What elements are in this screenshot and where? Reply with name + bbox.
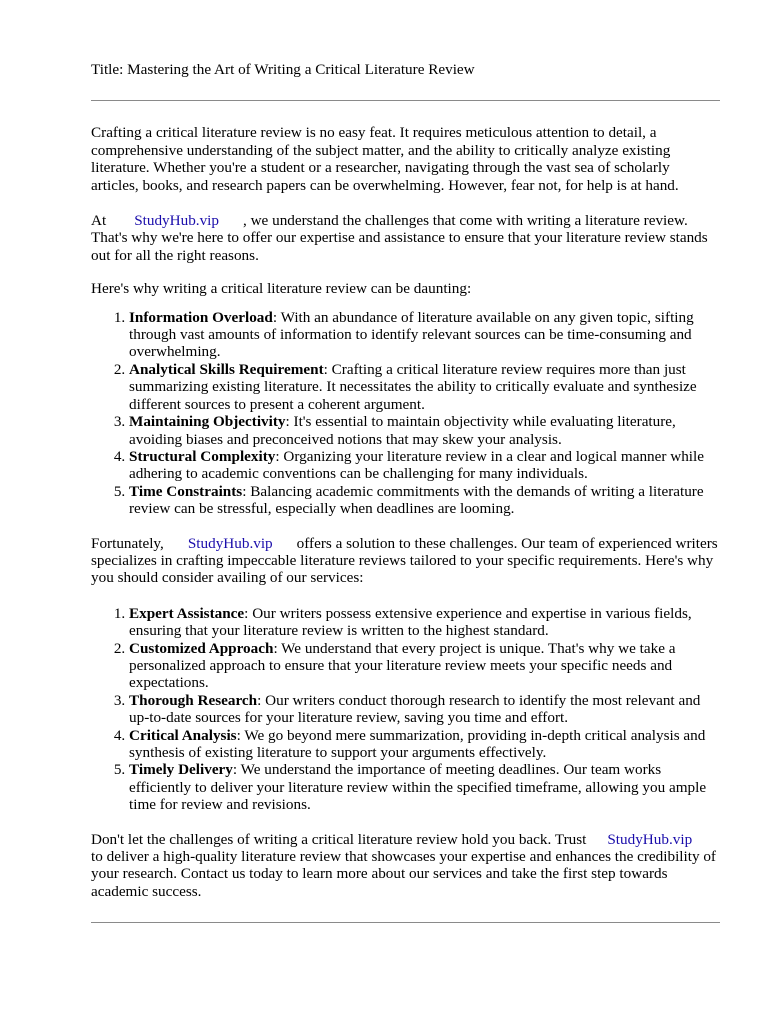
challenges-list <box>91 309 720 518</box>
list-item <box>129 761 720 813</box>
services-list <box>91 605 720 814</box>
list-item-term: Time Constraints <box>129 482 243 500</box>
list-item-term: Structural Complexity <box>129 447 276 465</box>
list-item-term: Maintaining Objectivity <box>129 413 286 431</box>
studyhub-intro-paragraph <box>91 212 720 264</box>
list-item-term: Expert Assistance <box>129 604 245 622</box>
closing-paragraph <box>91 831 720 901</box>
list-item-term: Thorough Research <box>129 691 258 709</box>
list-item <box>129 692 720 727</box>
p5-after-text: to deliver a high-quality literature review that showcases your expertise and enhances the credibility of your research. Contact us today to learn more about our services and take the first step towards academic success. <box>91 848 716 900</box>
list-item <box>129 727 720 762</box>
studyhub-link[interactable]: StudyHub.vip <box>134 212 219 230</box>
studyhub-link[interactable]: StudyHub.vip <box>607 830 693 848</box>
document-title: Title: Mastering the Art of Writing a Critical Literature Review <box>91 61 475 78</box>
list-item <box>129 413 720 448</box>
list-item <box>129 605 720 640</box>
list-item-text: : Our writers possess extensive experience and expertise in various fields, ensuring that your literature review is written to the highest standard. <box>129 604 692 640</box>
p4-before-text: Fortunately, <box>91 534 164 552</box>
list-item-term: Information Overload <box>129 308 273 326</box>
list-item <box>129 309 720 361</box>
list-item <box>129 448 720 483</box>
list-item <box>129 361 720 413</box>
list-item-text: : We understand the importance of meeting deadlines. Our team works efficiently to deliver your literature review within the specified timeframe, allowing you ample time for review and revisions. <box>129 761 707 814</box>
list-item-text: : It's essential to maintain objectivity while evaluating literature, avoiding biases and preconceived notions that may skew your analysis. <box>129 413 676 448</box>
list-item-text: : With an abundance of literature available on any given topic, sifting through vast amounts of information to identify relevant sources can be time-consuming and overwhelming. <box>129 308 694 361</box>
p2-before-text: At <box>91 212 107 230</box>
list-item <box>129 640 720 692</box>
p2-after-text: , we understand the challenges that come with writing a literature review. That's why we're here to offer our expertise and assistance to ensure that your literature review stands out for all the right reasons. <box>91 212 708 264</box>
list-item-term: Critical Analysis <box>129 726 237 744</box>
top-divider <box>91 100 720 101</box>
list-item-term: Timely Delivery <box>129 761 233 779</box>
studyhub-link[interactable]: StudyHub.vip <box>187 534 273 552</box>
daunting-intro-paragraph: Here's why writing a critical literature review can be daunting: <box>91 280 472 298</box>
p4-after-text: offers a solution to these challenges. Our team of experienced writers specializes in crafting impeccable literature reviews tailored to your specific requirements. Here's why you should consider availing of our services: <box>91 534 718 587</box>
list-item-text: : Our writers conduct thorough research to identify the most relevant and up-to-date sources for your literature review, saving you time and effort. <box>129 691 701 727</box>
intro-paragraph: Crafting a critical literature review is no easy feat. It requires meticulous attention to detail, a comprehensive understanding of the subject matter, and the ability to critically analyze existing literature. Whether you're a student or a researcher, navigating through the vast sea of scholarly articles, books, and research papers can be overwhelming. However, fear not, for help is at hand. <box>91 124 679 194</box>
list-item-term: Analytical Skills Requirement <box>129 360 324 378</box>
bottom-divider <box>91 922 720 923</box>
fortunately-paragraph <box>91 535 720 587</box>
list-item-text: : Balancing academic commitments with the demands of writing a literature review can be stressful, especially when deadlines are looming. <box>129 482 704 518</box>
p5-before-text: Don't let the challenges of writing a critical literature review hold you back. Trust <box>91 830 587 848</box>
list-item-text: : We go beyond mere summarization, providing in-depth critical analysis and synthesis of existing literature to support your arguments effectively. <box>129 726 706 761</box>
list-item-text: : We understand that every project is unique. That's why we take a personalized approach to ensure that your literature review meets your specific needs and expectations. <box>129 639 676 692</box>
list-item <box>129 483 720 518</box>
list-item-text: : Organizing your literature review in a clear and logical manner while adhering to academic conventions can be challenging for many individuals. <box>129 447 704 483</box>
list-item-term: Customized Approach <box>129 639 274 657</box>
list-item-text: : Crafting a critical literature review requires more than just summarizing existing literature. It necessitates the ability to critically evaluate and synthesize different sources to present a coherent argument. <box>129 360 697 413</box>
